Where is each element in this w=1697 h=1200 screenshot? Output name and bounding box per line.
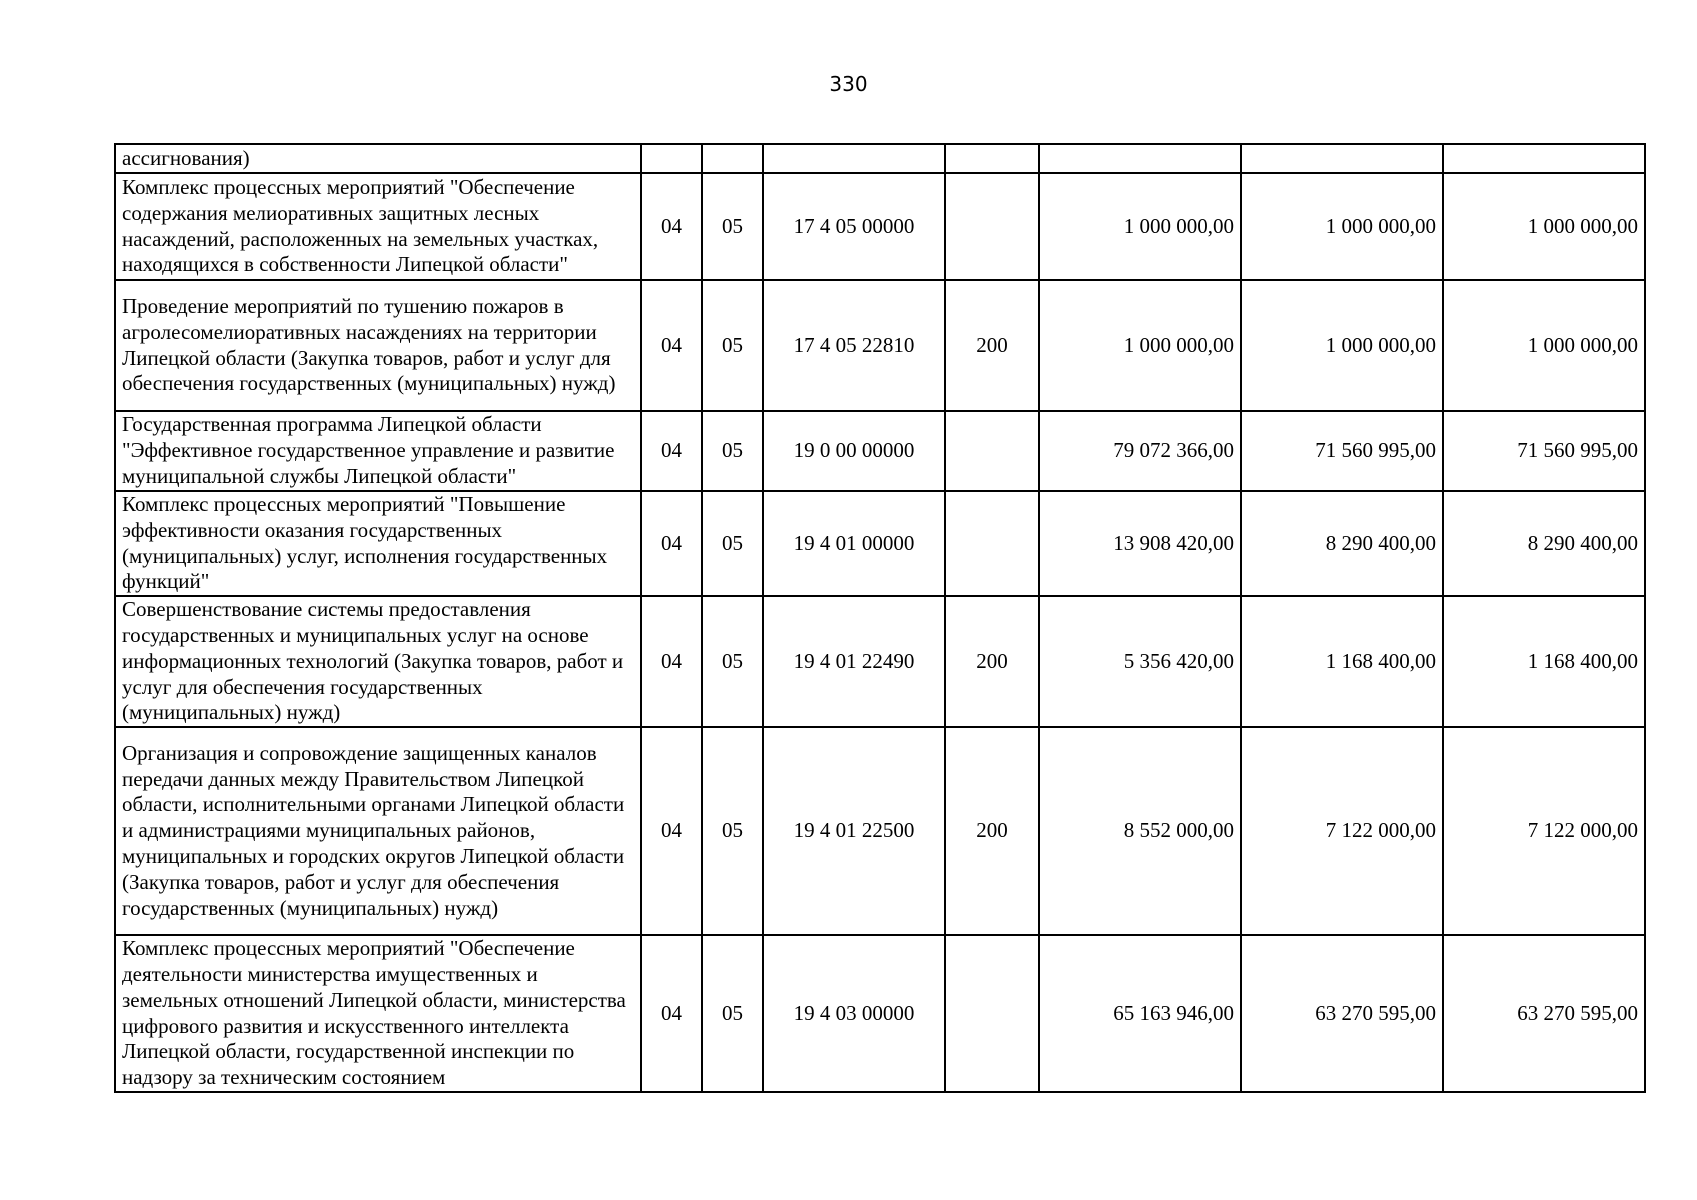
row-amount-year2: 1 000 000,00 <box>1241 173 1443 280</box>
row-section: 04 <box>641 727 702 935</box>
row-expense-type <box>945 173 1039 280</box>
row-name: Организация и сопровождение защищенных каналов передачи данных между Правительством Липецкой области, исполнительными органами Липецкой области и администрациями муниципальных районов, муниципальных и городских округов Липецкой области (Закупка товаров, работ и услуг для обеспечения государственных (муниципальных) нужд) <box>115 727 641 935</box>
budget-table <box>114 143 1646 1093</box>
row-target-article <box>763 144 945 173</box>
page-number: 330 <box>829 72 868 96</box>
row-subsection: 05 <box>702 727 763 935</box>
row-section: 04 <box>641 596 702 727</box>
row-amount-year2: 1 168 400,00 <box>1241 596 1443 727</box>
table-row <box>115 411 1645 491</box>
row-subsection: 05 <box>702 491 763 596</box>
row-target-article: 19 4 01 22490 <box>763 596 945 727</box>
row-amount-year1 <box>1039 144 1241 173</box>
row-amount-year2: 1 000 000,00 <box>1241 280 1443 411</box>
row-subsection: 05 <box>702 596 763 727</box>
row-section: 04 <box>641 280 702 411</box>
row-amount-year3: 1 000 000,00 <box>1443 173 1645 280</box>
row-expense-type: 200 <box>945 596 1039 727</box>
row-target-article: 17 4 05 22810 <box>763 280 945 411</box>
row-name: ассигнования) <box>115 144 641 173</box>
row-expense-type <box>945 411 1039 491</box>
row-target-article: 19 0 00 00000 <box>763 411 945 491</box>
row-target-article: 19 4 01 22500 <box>763 727 945 935</box>
row-amount-year1: 8 552 000,00 <box>1039 727 1241 935</box>
row-expense-type <box>945 144 1039 173</box>
row-subsection: 05 <box>702 280 763 411</box>
row-name: Комплекс процессных мероприятий "Обеспечение деятельности министерства имущественных и земельных отношений Липецкой области, министерства цифрового развития и искусственного интеллекта Липецкой области, государственной инспекции по надзору за техническим состоянием <box>115 935 641 1092</box>
row-section <box>641 144 702 173</box>
row-name: Государственная программа Липецкой области "Эффективное государственное управление и развитие муниципальной службы Липецкой области" <box>115 411 641 491</box>
row-name: Совершенствование системы предоставления государственных и муниципальных услуг на основе информационных технологий (Закупка товаров, работ и услуг для обеспечения государственных (муниципальных) нужд) <box>115 596 641 727</box>
row-expense-type <box>945 935 1039 1092</box>
row-target-article: 17 4 05 00000 <box>763 173 945 280</box>
row-expense-type: 200 <box>945 280 1039 411</box>
table-row <box>115 935 1645 1092</box>
table-row <box>115 144 1645 173</box>
row-section: 04 <box>641 173 702 280</box>
row-expense-type <box>945 491 1039 596</box>
table-row <box>115 173 1645 280</box>
row-expense-type: 200 <box>945 727 1039 935</box>
row-amount-year3: 63 270 595,00 <box>1443 935 1645 1092</box>
row-amount-year3: 7 122 000,00 <box>1443 727 1645 935</box>
row-subsection: 05 <box>702 411 763 491</box>
row-amount-year1: 79 072 366,00 <box>1039 411 1241 491</box>
table-row <box>115 280 1645 411</box>
row-amount-year1: 65 163 946,00 <box>1039 935 1241 1092</box>
row-name: Комплекс процессных мероприятий "Обеспечение содержания мелиоративных защитных лесных насаждений, расположенных на земельных участках, находящихся в собственности Липецкой области" <box>115 173 641 280</box>
row-amount-year1: 1 000 000,00 <box>1039 280 1241 411</box>
table-row <box>115 727 1645 935</box>
row-amount-year1: 5 356 420,00 <box>1039 596 1241 727</box>
row-section: 04 <box>641 935 702 1092</box>
row-name: Комплекс процессных мероприятий "Повышение эффективности оказания государственных (муниципальных) услуг, исполнения государственных функций" <box>115 491 641 596</box>
row-amount-year3 <box>1443 144 1645 173</box>
row-amount-year1: 1 000 000,00 <box>1039 173 1241 280</box>
row-amount-year2: 7 122 000,00 <box>1241 727 1443 935</box>
table-row <box>115 491 1645 596</box>
row-amount-year3: 1 168 400,00 <box>1443 596 1645 727</box>
row-amount-year2 <box>1241 144 1443 173</box>
row-name: Проведение мероприятий по тушению пожаров в агролесомелиоративных насаждениях на территории Липецкой области (Закупка товаров, работ и услуг для обеспечения государственных (муниципальных) нужд) <box>115 280 641 411</box>
row-section: 04 <box>641 491 702 596</box>
table-row <box>115 596 1645 727</box>
row-amount-year3: 71 560 995,00 <box>1443 411 1645 491</box>
row-target-article: 19 4 03 00000 <box>763 935 945 1092</box>
row-amount-year2: 8 290 400,00 <box>1241 491 1443 596</box>
row-amount-year1: 13 908 420,00 <box>1039 491 1241 596</box>
row-amount-year3: 1 000 000,00 <box>1443 280 1645 411</box>
row-amount-year2: 63 270 595,00 <box>1241 935 1443 1092</box>
row-subsection: 05 <box>702 935 763 1092</box>
row-section: 04 <box>641 411 702 491</box>
row-subsection <box>702 144 763 173</box>
row-target-article: 19 4 01 00000 <box>763 491 945 596</box>
row-amount-year3: 8 290 400,00 <box>1443 491 1645 596</box>
row-subsection: 05 <box>702 173 763 280</box>
row-amount-year2: 71 560 995,00 <box>1241 411 1443 491</box>
